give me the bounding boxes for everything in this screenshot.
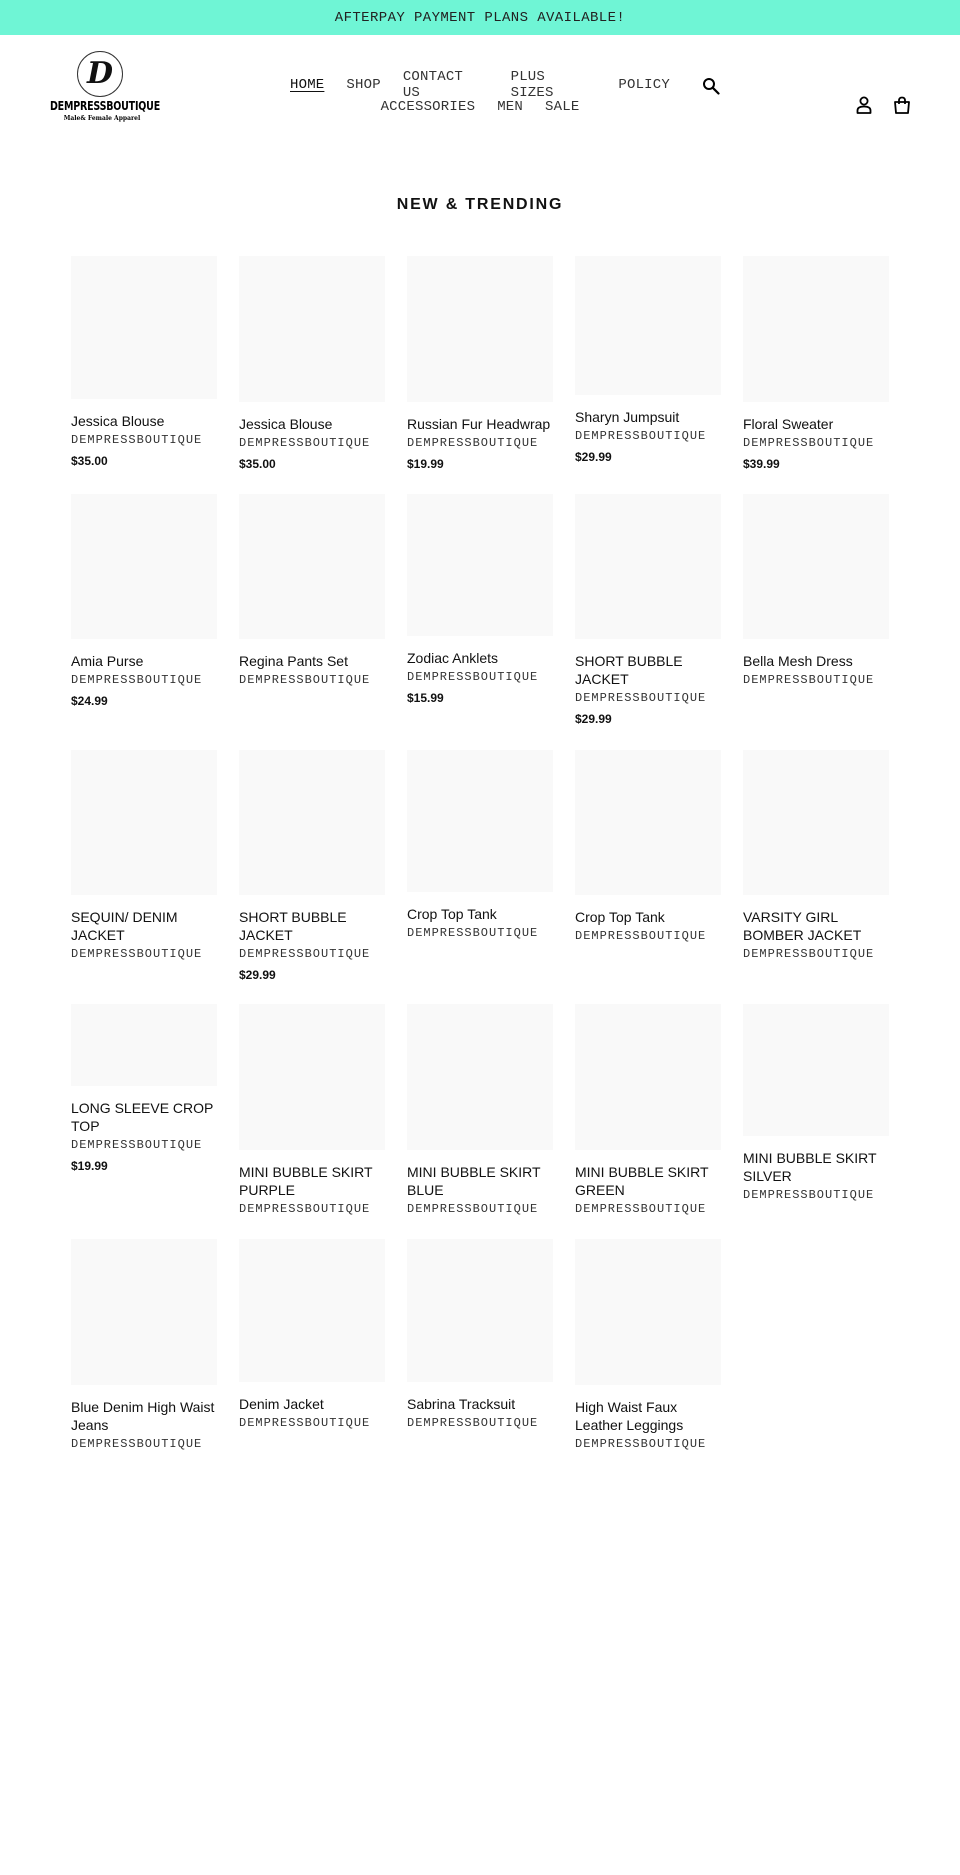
store-logo[interactable]	[50, 49, 160, 127]
product-image	[407, 1239, 553, 1382]
nav-plus-sizes[interactable]: PLUS SIZES	[510, 69, 554, 101]
product-title: VARSITY GIRL BOMBER JACKET	[743, 909, 862, 943]
product-vendor: DEMPRESSBOUTIQUE	[407, 436, 539, 450]
product-card[interactable]	[71, 1239, 217, 1452]
product-image	[71, 1004, 217, 1086]
product-card[interactable]	[239, 1239, 385, 1431]
product-vendor: DEMPRESSBOUTIQUE	[239, 1202, 371, 1216]
product-card[interactable]	[239, 1004, 385, 1217]
product-image	[743, 750, 889, 895]
product-title: MINI BUBBLE SKIRT SILVER	[743, 1150, 877, 1184]
product-vendor: DEMPRESSBOUTIQUE	[407, 1416, 539, 1430]
nav-shop[interactable]: SHOP	[346, 77, 381, 93]
logo-name: DEMPRESSBOUTIQUE	[50, 99, 160, 114]
product-title: Jessica Blouse	[71, 413, 165, 429]
product-card[interactable]	[407, 494, 553, 705]
product-card[interactable]	[407, 1239, 553, 1431]
product-vendor: DEMPRESSBOUTIQUE	[71, 1437, 203, 1451]
product-title: Zodiac Anklets	[407, 650, 499, 666]
nav-men[interactable]: MEN	[497, 99, 524, 115]
product-vendor: DEMPRESSBOUTIQUE	[575, 1202, 707, 1216]
logo-monogram-letter: D	[86, 56, 113, 91]
product-vendor: DEMPRESSBOUTIQUE	[71, 433, 203, 447]
section-title: NEW & TRENDING	[396, 196, 564, 213]
product-price: $24.99	[71, 694, 108, 708]
product-card[interactable]	[71, 750, 217, 962]
product-image	[743, 494, 889, 639]
product-image	[71, 494, 217, 639]
product-vendor: DEMPRESSBOUTIQUE	[71, 947, 203, 961]
product-image	[71, 256, 217, 399]
product-vendor: DEMPRESSBOUTIQUE	[575, 429, 707, 443]
product-title: MINI BUBBLE SKIRT BLUE	[407, 1164, 541, 1198]
product-vendor: DEMPRESSBOUTIQUE	[239, 673, 371, 687]
nav-home[interactable]: HOME	[290, 77, 325, 93]
product-card[interactable]	[743, 256, 889, 471]
product-card[interactable]	[71, 256, 217, 468]
product-title: Floral Sweater	[743, 416, 834, 432]
product-vendor: DEMPRESSBOUTIQUE	[407, 670, 539, 684]
product-title: MINI BUBBLE SKIRT GREEN	[575, 1164, 709, 1198]
search-icon[interactable]	[702, 77, 720, 95]
logo-tagline: Male& Female Apparel	[63, 115, 141, 122]
announcement-bar	[0, 0, 960, 35]
product-card[interactable]	[575, 750, 721, 944]
product-vendor: DEMPRESSBOUTIQUE	[239, 1416, 371, 1430]
product-image	[743, 256, 889, 402]
product-title: Russian Fur Headwrap	[407, 416, 551, 432]
product-price: $35.00	[239, 457, 276, 471]
product-image	[239, 256, 385, 402]
product-image	[407, 256, 553, 402]
product-card[interactable]	[575, 1239, 721, 1452]
product-image	[71, 750, 217, 895]
nav-policy[interactable]: POLICY	[618, 77, 670, 93]
product-card[interactable]	[407, 750, 553, 941]
product-card[interactable]	[575, 494, 721, 726]
product-image	[71, 1239, 217, 1385]
product-card[interactable]	[743, 494, 889, 688]
product-title: Sabrina Tracksuit	[407, 1396, 516, 1412]
product-vendor: DEMPRESSBOUTIQUE	[743, 1188, 875, 1202]
product-price: $29.99	[575, 450, 612, 464]
nav-accessories[interactable]: ACCESSORIES	[380, 99, 476, 115]
product-card[interactable]	[743, 750, 889, 962]
product-vendor: DEMPRESSBOUTIQUE	[743, 436, 875, 450]
nav-row-1	[290, 69, 670, 101]
main-nav	[290, 69, 670, 118]
product-title: MINI BUBBLE SKIRT PURPLE	[239, 1164, 373, 1198]
product-vendor: DEMPRESSBOUTIQUE	[575, 929, 707, 943]
product-card[interactable]	[71, 494, 217, 708]
product-vendor: DEMPRESSBOUTIQUE	[407, 1202, 539, 1216]
product-image	[239, 494, 385, 639]
product-image	[239, 1004, 385, 1150]
product-title: Crop Top Tank	[407, 906, 497, 922]
product-image	[575, 494, 721, 639]
product-image	[407, 1004, 553, 1150]
product-image	[575, 750, 721, 895]
product-price: $29.99	[575, 712, 612, 726]
nav-sale[interactable]: SALE	[545, 99, 580, 115]
product-card[interactable]	[407, 256, 553, 471]
product-vendor: DEMPRESSBOUTIQUE	[743, 673, 875, 687]
product-vendor: DEMPRESSBOUTIQUE	[71, 1138, 203, 1152]
product-title: Sharyn Jumpsuit	[575, 409, 680, 425]
product-card[interactable]	[71, 1004, 217, 1173]
product-title: SEQUIN/ DENIM JACKET	[71, 909, 178, 943]
product-title: Regina Pants Set	[239, 653, 348, 669]
product-image	[575, 1004, 721, 1150]
product-title: SHORT BUBBLE JACKET	[239, 909, 347, 943]
product-image	[407, 750, 553, 892]
product-title: Bella Mesh Dress	[743, 653, 853, 669]
product-title: Blue Denim High Waist Jeans	[71, 1399, 215, 1433]
product-card[interactable]	[575, 1004, 721, 1217]
product-price: $39.99	[743, 457, 780, 471]
product-image	[575, 256, 721, 395]
product-card[interactable]	[743, 1004, 889, 1203]
product-vendor: DEMPRESSBOUTIQUE	[575, 691, 707, 705]
logo-monogram	[77, 51, 123, 97]
nav-contact-us[interactable]: CONTACT US	[402, 69, 464, 101]
account-icon[interactable]	[855, 96, 873, 114]
product-card[interactable]	[407, 1004, 553, 1217]
product-card[interactable]	[575, 256, 721, 464]
product-price: $15.99	[407, 691, 444, 705]
product-price: $35.00	[71, 454, 108, 468]
product-title: Amia Purse	[71, 653, 144, 669]
product-image	[743, 1004, 889, 1136]
product-image	[239, 750, 385, 895]
product-title: High Waist Faux Leather Leggings	[575, 1399, 684, 1433]
cart-icon[interactable]	[893, 96, 911, 114]
product-title: Jessica Blouse	[239, 416, 333, 432]
product-card[interactable]	[239, 750, 385, 982]
product-title: SHORT BUBBLE JACKET	[575, 653, 683, 687]
product-title: Crop Top Tank	[575, 909, 665, 925]
product-vendor: DEMPRESSBOUTIQUE	[743, 947, 875, 961]
product-vendor: DEMPRESSBOUTIQUE	[407, 926, 539, 940]
product-vendor: DEMPRESSBOUTIQUE	[239, 947, 371, 961]
product-vendor: DEMPRESSBOUTIQUE	[239, 436, 371, 450]
product-vendor: DEMPRESSBOUTIQUE	[575, 1437, 707, 1451]
product-image	[575, 1239, 721, 1385]
product-card[interactable]	[239, 494, 385, 688]
product-title: LONG SLEEVE CROP TOP	[71, 1100, 214, 1134]
product-title: Denim Jacket	[239, 1396, 324, 1412]
product-price: $19.99	[71, 1159, 108, 1173]
product-vendor: DEMPRESSBOUTIQUE	[71, 673, 203, 687]
product-image	[407, 494, 553, 636]
product-price: $29.99	[239, 968, 276, 982]
product-price: $19.99	[407, 457, 444, 471]
product-image	[239, 1239, 385, 1382]
announcement-text: AFTERPAY PAYMENT PLANS AVAILABLE!	[334, 9, 626, 26]
product-card[interactable]	[239, 256, 385, 471]
